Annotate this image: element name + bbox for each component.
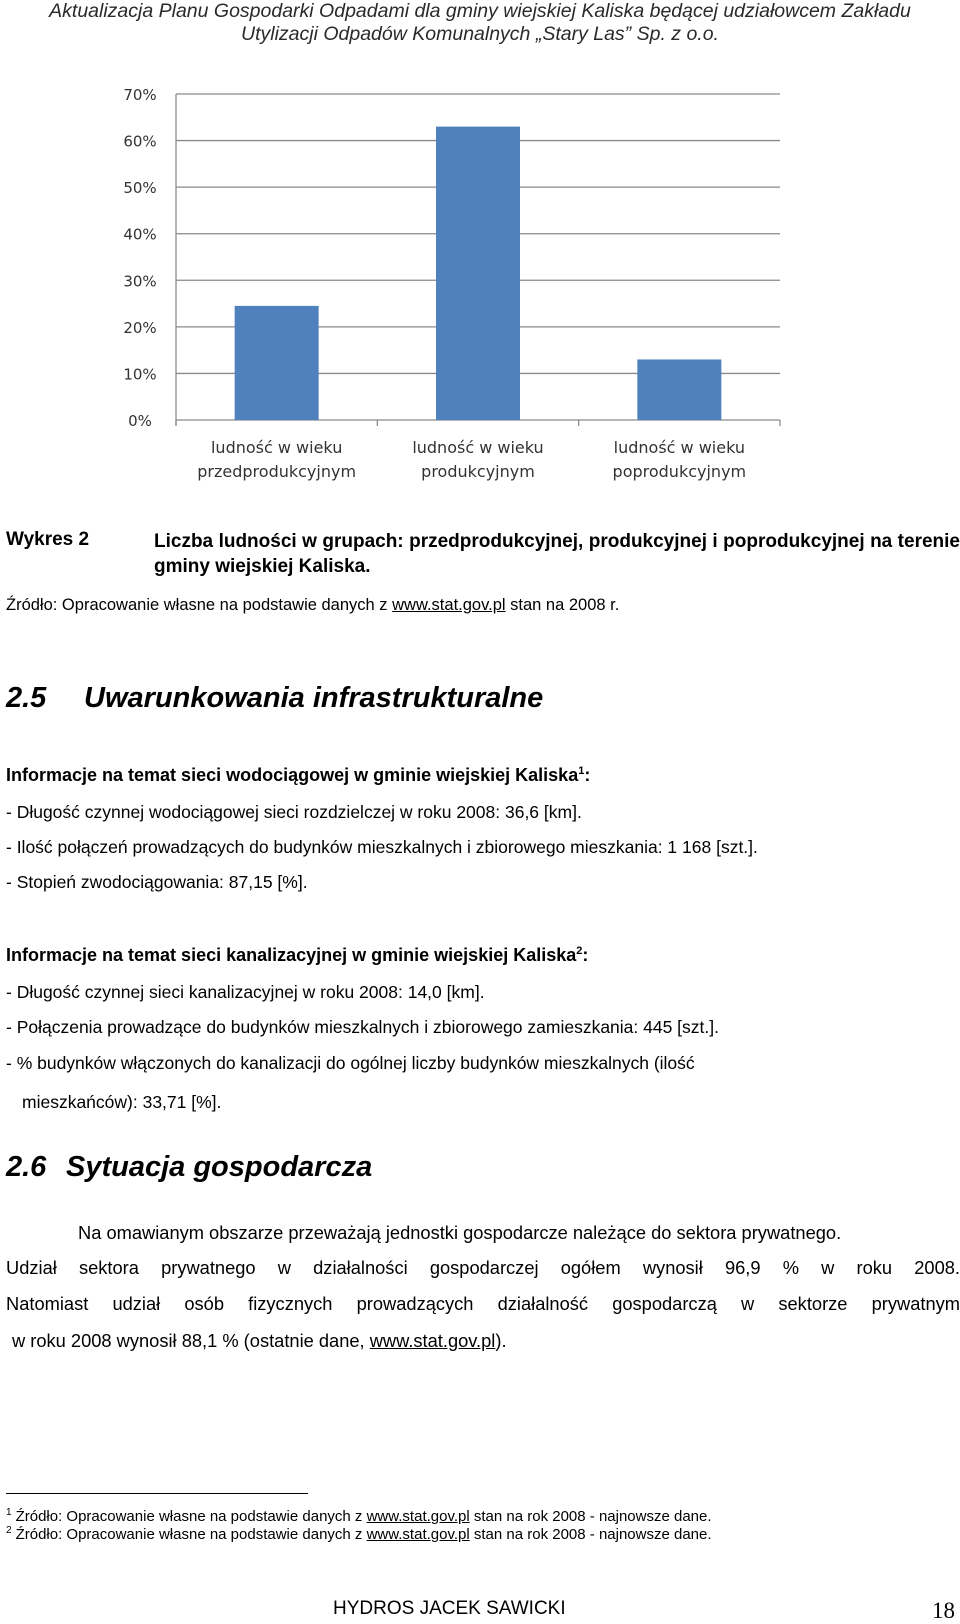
category-label: ludność w wieku [210,438,343,457]
footnote-1: $^1$ Źródło: Opracowanie własne na podstawie danych z www.stat.gov.pl stan na rok 2008 - najnowsze dane. [6,1507,712,1525]
water-line-3: - Stopień zwodociągowania: 87,15 [%]. [6,872,308,892]
economy-line-1: Na omawianym obszarze przeważają jednostki gospodarcze należące do sektora prywatnego. [78,1222,842,1243]
running-header-line-1: Aktualizacja Planu Gospodarki Odpadami dla gminy wiejskiej Kaliska będącej udziałowcem Zakładu [49,0,911,22]
running-header-line-2: Utylizacji Odpadów Komunalnych „Stary Las” Sp. z o.o. [241,23,719,45]
category-label: ludność w wieku [613,438,746,457]
category-label: ludność w wieku [412,438,544,457]
water-line-2: - Ilość połączeń prowadzących do budynków mieszkalnych i zbiorowego mieszkania: 1 168 [szt.]. [6,837,758,857]
y-tick-label: 60% [123,132,157,151]
sewer-line-4: mieszkańców): 33,71 [%]. [22,1092,222,1112]
water-network-heading: Informacje na temat sieci wodociągowej w gminie wiejskiej Kaliska$^1$: [6,765,591,785]
y-tick-label: 10% [123,365,157,384]
water-line-1: - Długość czynnej wodociągowej sieci rozdzielczej w roku 2008: 36,6 [km]. [6,802,582,822]
y-tick-label: 40% [123,225,157,244]
y-tick-label: 20% [123,318,157,337]
y-tick-label: 70% [123,86,157,104]
stat-link[interactable]: www.stat.gov.pl [369,1330,496,1351]
economy-line-4: w roku 2008 wynosił 88,1 % (ostatnie dane, www.stat.gov.pl). [12,1330,507,1351]
chart-y-ticks [123,86,156,430]
footnote-2: $^2$ Źródło: Opracowanie własne na podstawie danych z www.stat.gov.pl stan na rok 2008 - najnowsze dane. [6,1525,712,1543]
figure-label: Wykres 2 [6,529,90,550]
category-label: poprodukcyjnym [612,462,747,481]
chart-categories [197,438,746,481]
category-label: produkcyjnym [421,462,535,481]
section-heading-2-5: 2.5 Uwarunkowania infrastrukturalne [6,682,544,714]
source-link[interactable]: www.stat.gov.pl [392,596,506,614]
economy-line-2: Udział sektora prywatnego w działalności gospodarczej ogółem wynosił 96,9 % w roku 2008. [6,1257,960,1278]
section-heading-2-6: 2.6 Sytuacja gospodarcza [6,1151,373,1183]
category-label: przedprodukcyjnym [197,462,357,481]
page-number: 18 [932,1598,955,1623]
sewer-line-1: - Długość czynnej sieci kanalizacyjnej w roku 2008: 14,0 [km]. [6,982,485,1002]
footnote-2-link[interactable]: www.stat.gov.pl [366,1526,470,1543]
footer-company: HYDROS JACEK SAWICKI [333,1598,566,1619]
chart-bars [235,127,722,420]
bar [436,127,520,420]
footnote-separator [6,1493,308,1494]
bar [235,306,319,420]
footnote-ref-2[interactable]: 2 [576,945,583,957]
bar [637,359,721,420]
sewer-network-heading: Informacje na temat sieci kanalizacyjnej w gminie wiejskiej Kaliska$^2$: [6,945,589,965]
sewer-line-3: - % budynków włączonych do kanalizacji do ogólnej liczby budynków mieszkalnych (ilość [6,1053,695,1073]
y-tick-label: 0% [128,412,152,430]
figure-source: Źródło: Opracowanie własne na podstawie danych z www.stat.gov.pl stan na 2008 r. [6,596,620,614]
economy-line-3: Natomiast udział osób fizycznych prowadzących działalność gospodarczą w sektorze prywatnym [6,1293,960,1314]
bar-chart [0,60,960,510]
footnote-ref-1[interactable]: 1 [578,765,585,777]
sewer-line-2: - Połączenia prowadzące do budynków mieszkalnych i zbiorowego zamieszkania: 445 [szt.]. [6,1017,719,1037]
footnote-1-link[interactable]: www.stat.gov.pl [366,1508,470,1525]
y-tick-label: 50% [123,179,157,198]
y-tick-label: 30% [123,272,157,291]
figure-caption: Liczba ludności w grupach: przedprodukcyjnej, produkcyjnej i poprodukcyjnej na terenie gminy wiejskiej Kaliska. [154,531,960,577]
